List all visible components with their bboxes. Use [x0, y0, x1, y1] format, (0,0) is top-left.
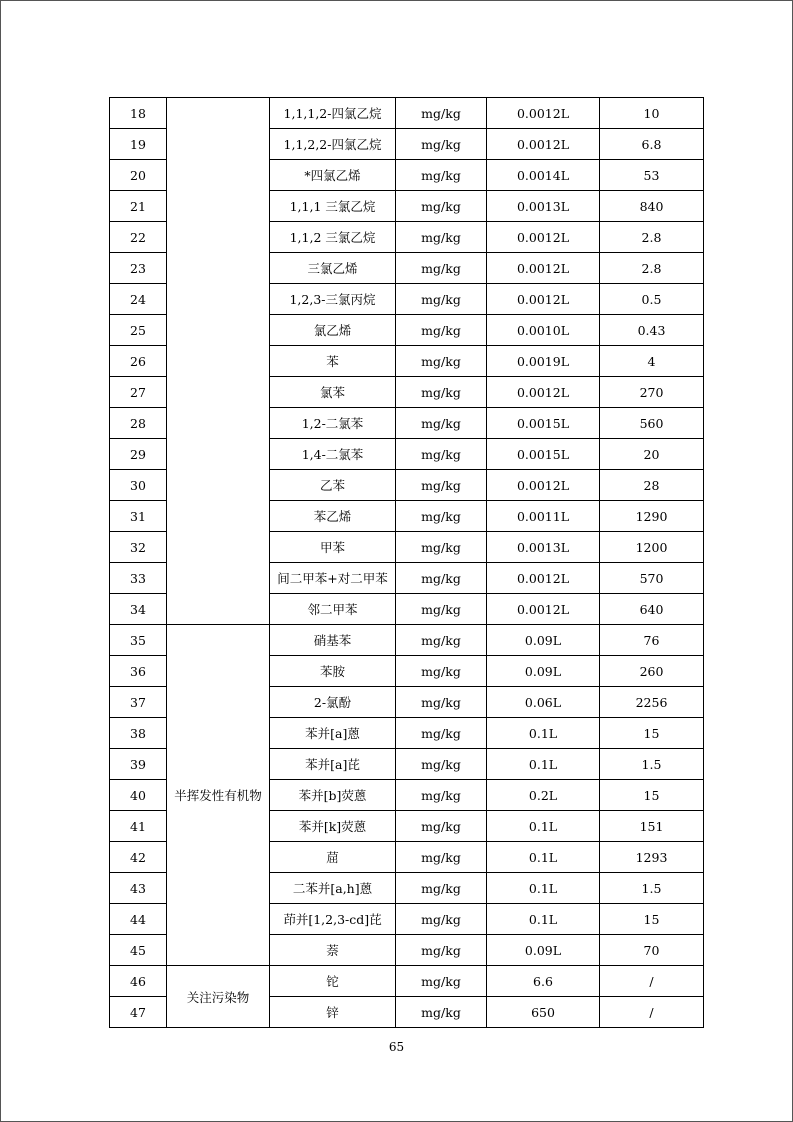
- unit-cell: mg/kg: [396, 873, 487, 904]
- row-number: 31: [110, 501, 167, 532]
- pollutant-name: 苯并[k]荧蒽: [270, 811, 396, 842]
- detection-limit-cell: 0.0012L: [487, 222, 600, 253]
- unit-cell: mg/kg: [396, 842, 487, 873]
- pollutant-name: 1,1,1,2-四氯乙烷: [270, 98, 396, 129]
- row-number: 47: [110, 997, 167, 1028]
- detection-limit-cell: 0.0012L: [487, 98, 600, 129]
- pollutant-name: 1,2,3-三氯丙烷: [270, 284, 396, 315]
- pollutant-name: 间二甲苯+对二甲苯: [270, 563, 396, 594]
- category-cell: 关注污染物: [167, 966, 270, 1028]
- unit-cell: mg/kg: [396, 315, 487, 346]
- pollutant-name: 1,1,1 三氯乙烷: [270, 191, 396, 222]
- detection-limit-cell: 0.1L: [487, 749, 600, 780]
- row-number: 42: [110, 842, 167, 873]
- pollutant-name: 氯苯: [270, 377, 396, 408]
- pollutant-name: 硝基苯: [270, 625, 396, 656]
- unit-cell: mg/kg: [396, 563, 487, 594]
- row-number: 28: [110, 408, 167, 439]
- detection-limit-cell: 0.0012L: [487, 284, 600, 315]
- standard-value-cell: 53: [600, 160, 704, 191]
- pollutant-name: 苯并[a]蒽: [270, 718, 396, 749]
- row-number: 29: [110, 439, 167, 470]
- row-number: 18: [110, 98, 167, 129]
- unit-cell: mg/kg: [396, 377, 487, 408]
- detection-limit-cell: 0.1L: [487, 811, 600, 842]
- detection-limit-cell: 0.0010L: [487, 315, 600, 346]
- standard-value-cell: 2.8: [600, 222, 704, 253]
- pollutant-name: 䓛: [270, 842, 396, 873]
- detection-limit-cell: 0.0014L: [487, 160, 600, 191]
- standard-value-cell: 270: [600, 377, 704, 408]
- category-cell: 半挥发性有机物: [167, 625, 270, 966]
- pollutant-name: *四氯乙烯: [270, 160, 396, 191]
- pollutant-name: 2-氯酚: [270, 687, 396, 718]
- unit-cell: mg/kg: [396, 408, 487, 439]
- unit-cell: mg/kg: [396, 253, 487, 284]
- row-number: 22: [110, 222, 167, 253]
- detection-limit-cell: 0.0011L: [487, 501, 600, 532]
- row-number: 45: [110, 935, 167, 966]
- standard-value-cell: 70: [600, 935, 704, 966]
- page-number: 65: [388, 1040, 405, 1054]
- pollutant-name: 二苯并[a,h]蒽: [270, 873, 396, 904]
- row-number: 35: [110, 625, 167, 656]
- standard-value-cell: 2256: [600, 687, 704, 718]
- unit-cell: mg/kg: [396, 470, 487, 501]
- pollutant-table: [109, 97, 704, 1028]
- category-cell: [167, 98, 270, 625]
- row-number: 43: [110, 873, 167, 904]
- standard-value-cell: 6.8: [600, 129, 704, 160]
- table-row: [110, 625, 704, 656]
- unit-cell: mg/kg: [396, 904, 487, 935]
- row-number: 34: [110, 594, 167, 625]
- standard-value-cell: 15: [600, 718, 704, 749]
- pollutant-name: 茚并[1,2,3-cd]芘: [270, 904, 396, 935]
- standard-value-cell: 10: [600, 98, 704, 129]
- standard-value-cell: 2.8: [600, 253, 704, 284]
- unit-cell: mg/kg: [396, 811, 487, 842]
- pollutant-name: 甲苯: [270, 532, 396, 563]
- standard-value-cell: 15: [600, 780, 704, 811]
- standard-value-cell: 1293: [600, 842, 704, 873]
- table-body: [110, 98, 704, 1028]
- detection-limit-cell: 0.1L: [487, 842, 600, 873]
- pollutant-name: 萘: [270, 935, 396, 966]
- standard-value-cell: 151: [600, 811, 704, 842]
- row-number: 19: [110, 129, 167, 160]
- unit-cell: mg/kg: [396, 780, 487, 811]
- detection-limit-cell: 0.0013L: [487, 191, 600, 222]
- detection-limit-cell: 0.0012L: [487, 563, 600, 594]
- pollutant-name: 1,1,2,2-四氯乙烷: [270, 129, 396, 160]
- detection-limit-cell: 0.0012L: [487, 253, 600, 284]
- standard-value-cell: 260: [600, 656, 704, 687]
- standard-value-cell: 4: [600, 346, 704, 377]
- standard-value-cell: /: [600, 997, 704, 1028]
- detection-limit-cell: 6.6: [487, 966, 600, 997]
- standard-value-cell: 76: [600, 625, 704, 656]
- unit-cell: mg/kg: [396, 501, 487, 532]
- row-number: 26: [110, 346, 167, 377]
- pollutant-name: 三氯乙烯: [270, 253, 396, 284]
- row-number: 20: [110, 160, 167, 191]
- standard-value-cell: 15: [600, 904, 704, 935]
- detection-limit-cell: 0.1L: [487, 718, 600, 749]
- row-number: 27: [110, 377, 167, 408]
- row-number: 24: [110, 284, 167, 315]
- standard-value-cell: 1.5: [600, 749, 704, 780]
- row-number: 32: [110, 532, 167, 563]
- standard-value-cell: 1.5: [600, 873, 704, 904]
- detection-limit-cell: 0.09L: [487, 935, 600, 966]
- pollutant-name: 1,4-二氯苯: [270, 439, 396, 470]
- unit-cell: mg/kg: [396, 997, 487, 1028]
- unit-cell: mg/kg: [396, 439, 487, 470]
- unit-cell: mg/kg: [396, 191, 487, 222]
- unit-cell: mg/kg: [396, 656, 487, 687]
- standard-value-cell: 0.5: [600, 284, 704, 315]
- pollutant-name: 氯乙烯: [270, 315, 396, 346]
- row-number: 33: [110, 563, 167, 594]
- pollutant-name: 苯乙烯: [270, 501, 396, 532]
- pollutant-name: 苯并[b]荧蒽: [270, 780, 396, 811]
- standard-value-cell: 0.43: [600, 315, 704, 346]
- pollutant-name: 锌: [270, 997, 396, 1028]
- unit-cell: mg/kg: [396, 935, 487, 966]
- unit-cell: mg/kg: [396, 966, 487, 997]
- pollutant-name: 1,2-二氯苯: [270, 408, 396, 439]
- standard-value-cell: 640: [600, 594, 704, 625]
- unit-cell: mg/kg: [396, 625, 487, 656]
- row-number: 46: [110, 966, 167, 997]
- pollutant-name: 苯: [270, 346, 396, 377]
- pollutant-name: 铊: [270, 966, 396, 997]
- unit-cell: mg/kg: [396, 594, 487, 625]
- table-row: [110, 98, 704, 129]
- unit-cell: mg/kg: [396, 129, 487, 160]
- detection-limit-cell: 0.06L: [487, 687, 600, 718]
- detection-limit-cell: 0.09L: [487, 625, 600, 656]
- row-number: 40: [110, 780, 167, 811]
- standard-value-cell: 840: [600, 191, 704, 222]
- unit-cell: mg/kg: [396, 284, 487, 315]
- unit-cell: mg/kg: [396, 687, 487, 718]
- table-row: [110, 966, 704, 997]
- unit-cell: mg/kg: [396, 346, 487, 377]
- unit-cell: mg/kg: [396, 532, 487, 563]
- unit-cell: mg/kg: [396, 222, 487, 253]
- unit-cell: mg/kg: [396, 749, 487, 780]
- detection-limit-cell: 0.0015L: [487, 408, 600, 439]
- standard-value-cell: 1290: [600, 501, 704, 532]
- unit-cell: mg/kg: [396, 718, 487, 749]
- row-number: 39: [110, 749, 167, 780]
- pollutant-name: 邻二甲苯: [270, 594, 396, 625]
- row-number: 41: [110, 811, 167, 842]
- detection-limit-cell: 0.0012L: [487, 129, 600, 160]
- standard-value-cell: 560: [600, 408, 704, 439]
- pollutant-name: 苯胺: [270, 656, 396, 687]
- standard-value-cell: 570: [600, 563, 704, 594]
- row-number: 44: [110, 904, 167, 935]
- detection-limit-cell: 0.1L: [487, 873, 600, 904]
- detection-limit-cell: 0.0019L: [487, 346, 600, 377]
- pollutant-name: 苯并[a]芘: [270, 749, 396, 780]
- detection-limit-cell: 0.1L: [487, 904, 600, 935]
- detection-limit-cell: 0.0012L: [487, 377, 600, 408]
- standard-value-cell: 1200: [600, 532, 704, 563]
- row-number: 36: [110, 656, 167, 687]
- row-number: 38: [110, 718, 167, 749]
- pollutant-name: 1,1,2 三氯乙烷: [270, 222, 396, 253]
- standard-value-cell: /: [600, 966, 704, 997]
- detection-limit-cell: 0.2L: [487, 780, 600, 811]
- detection-limit-cell: 650: [487, 997, 600, 1028]
- row-number: 25: [110, 315, 167, 346]
- standard-value-cell: 20: [600, 439, 704, 470]
- detection-limit-cell: 0.0015L: [487, 439, 600, 470]
- row-number: 21: [110, 191, 167, 222]
- row-number: 23: [110, 253, 167, 284]
- detection-limit-cell: 0.09L: [487, 656, 600, 687]
- pollutant-name: 乙苯: [270, 470, 396, 501]
- detection-limit-cell: 0.0013L: [487, 532, 600, 563]
- standard-value-cell: 28: [600, 470, 704, 501]
- row-number: 30: [110, 470, 167, 501]
- row-number: 37: [110, 687, 167, 718]
- detection-limit-cell: 0.0012L: [487, 470, 600, 501]
- unit-cell: mg/kg: [396, 160, 487, 191]
- detection-limit-cell: 0.0012L: [487, 594, 600, 625]
- unit-cell: mg/kg: [396, 98, 487, 129]
